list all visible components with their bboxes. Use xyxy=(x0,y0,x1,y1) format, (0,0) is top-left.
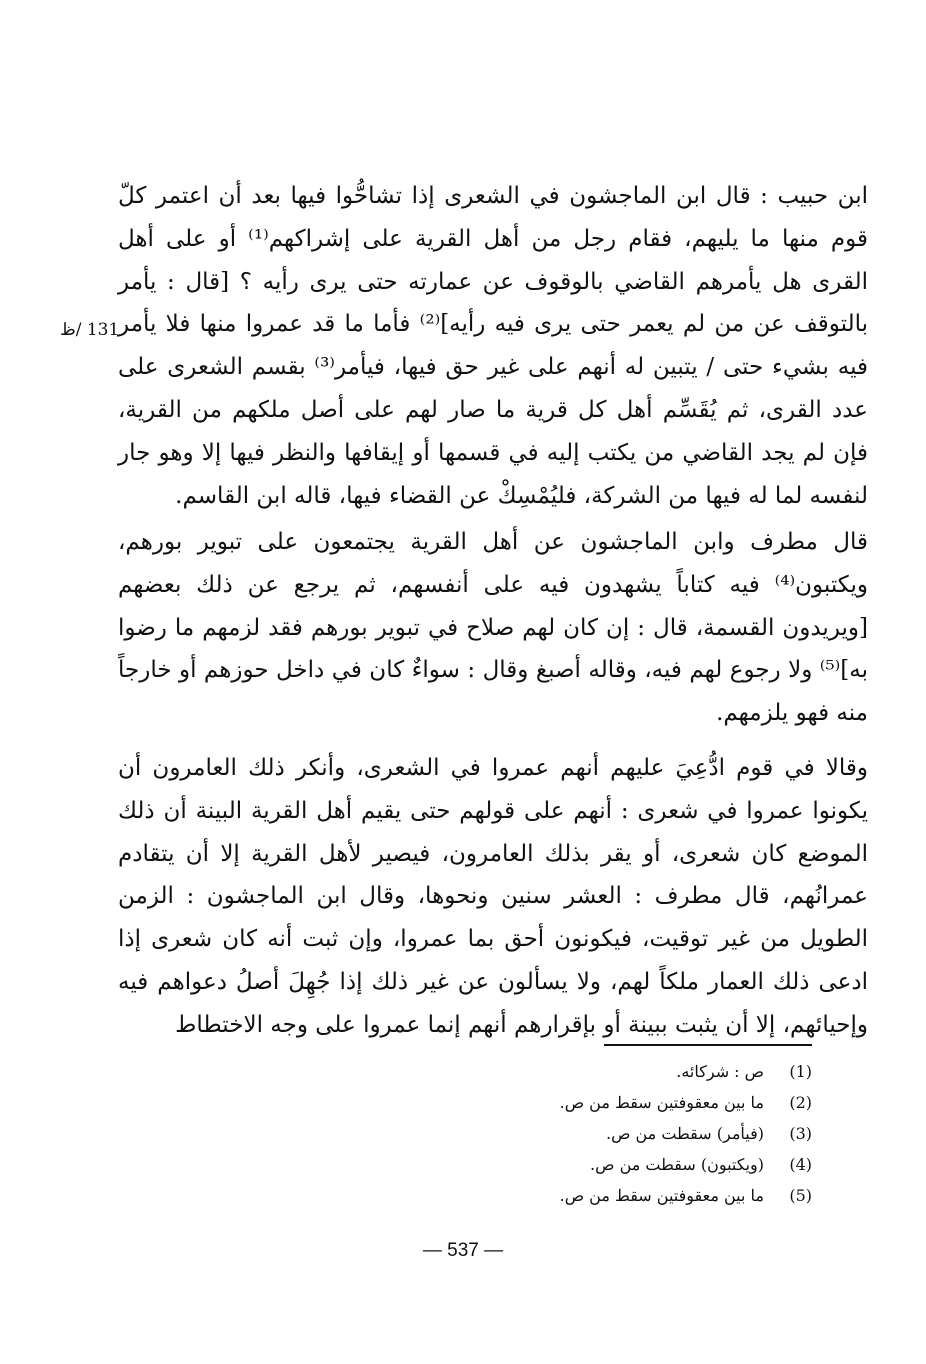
footnote-number: (2) xyxy=(789,1093,812,1112)
footnote-item xyxy=(420,1118,812,1149)
footnote-item xyxy=(420,1056,812,1087)
footnote-text: ص : شركائه. xyxy=(676,1062,764,1081)
footnote-text: (ويكتبون) سقطت من ص. xyxy=(590,1155,764,1174)
page-number: — 537 — xyxy=(422,1240,504,1261)
footnotes xyxy=(420,1056,812,1211)
footnote-text: ما بين معقوفتين سقط من ص. xyxy=(559,1186,764,1205)
footnote-divider xyxy=(604,1044,812,1046)
manuscript-folio-note: 131 /ظ xyxy=(60,320,120,340)
paragraph-3: وقالا في قوم ادُّعِيَ عليهم أنهم عمروا في الشعرى، وأنكر ذلك العامرون أن يكونوا عمروا في شعرى : أنهم على قولهم حتى يقيم أهل القرية البينة أن ذلك الموضع كان شعرى، أو يقر بذلك العامرون، فيصير لأهل القرية إلا أن يتقادم عمرانُهم، قال مطرف : العشر سنين ونحوها، وقال ابن الماجشون : الزمن الطويل من غير توقيت، فيكونون أحق بما عمروا، وإن ثبت أنه كان شعرى إذا ادعى ذلك العمار ملكاً لهم، ولا يسألون عن غير ذلك إذا جُهِلَ أصلُ دعواهم فيه وإحيائهم، إلا أن يثبت ببينة أو بإقرارهم أنهم إنما عمروا على وجه الاختطاط xyxy=(118,755,868,1038)
footnote-text: (فيأمر) سقطت من ص. xyxy=(605,1124,764,1143)
footnote-text: ما بين معقوفتين سقط من ص. xyxy=(559,1093,764,1112)
footnote-item xyxy=(420,1149,812,1180)
footnote-number: (3) xyxy=(789,1124,812,1143)
footnote-number: (4) xyxy=(789,1155,812,1174)
footnote-number: (1) xyxy=(789,1062,812,1081)
paragraph-2: قال مطرف وابن الماجشون عن أهل القرية يجتمعون على تبوير بورهم، ويكتبون⁽⁴⁾ فيه كتاباً يشهدون فيه على أنفسهم، ثم يرجع عن ذلك بعضهم [ويريدون القسمة، قال : إن كان لهم صلاح في تبوير بورهم فقد لزمهم ما رضوا به]⁽⁵⁾ ولا رجوع لهم فيه، وقاله أصبغ وقال : سواءٌ كان في داخل حوزهم أو خارجاً منه فهو يلزمهم. xyxy=(118,529,868,727)
footnote-item xyxy=(420,1087,812,1118)
footnote-number: (5) xyxy=(789,1186,812,1205)
paragraph-1: ابن حبيب : قال ابن الماجشون في الشعرى إذا تشاحُّوا فيها بعد أن اعتمر كلّ قوم منها ما يليهم، فقام رجل من أهل القرية على إشراكهم⁽¹⁾ أو على أهل القرى هل يأمرهم القاضي بالوقوف عن عمارته حتى يرى رأيه ؟ [قال : يأمر بالتوقف عن من لم يعمر حتى يرى فيه رأيه]⁽²⁾ فأما ما قد عمروا منها فلا يأمر فيه بشيء حتى / يتبين له أنهم على غير حق فيها، فيأمر⁽³⁾ بقسم الشعرى على عدد القرى، ثم يُقَسِّم أهل كل قرية ما صار لهم على أصل ملكهم من القرية، فإن لم يجد القاضي من يكتب إليه في قسمها أو إيقافها والنظر فيها إلا وهو جار لنفسه لما له فيها من الشركة، فليُمْسِكْ عن القضاء فيها، قاله ابن القاسم. xyxy=(118,183,869,509)
footnote-item xyxy=(420,1180,812,1211)
